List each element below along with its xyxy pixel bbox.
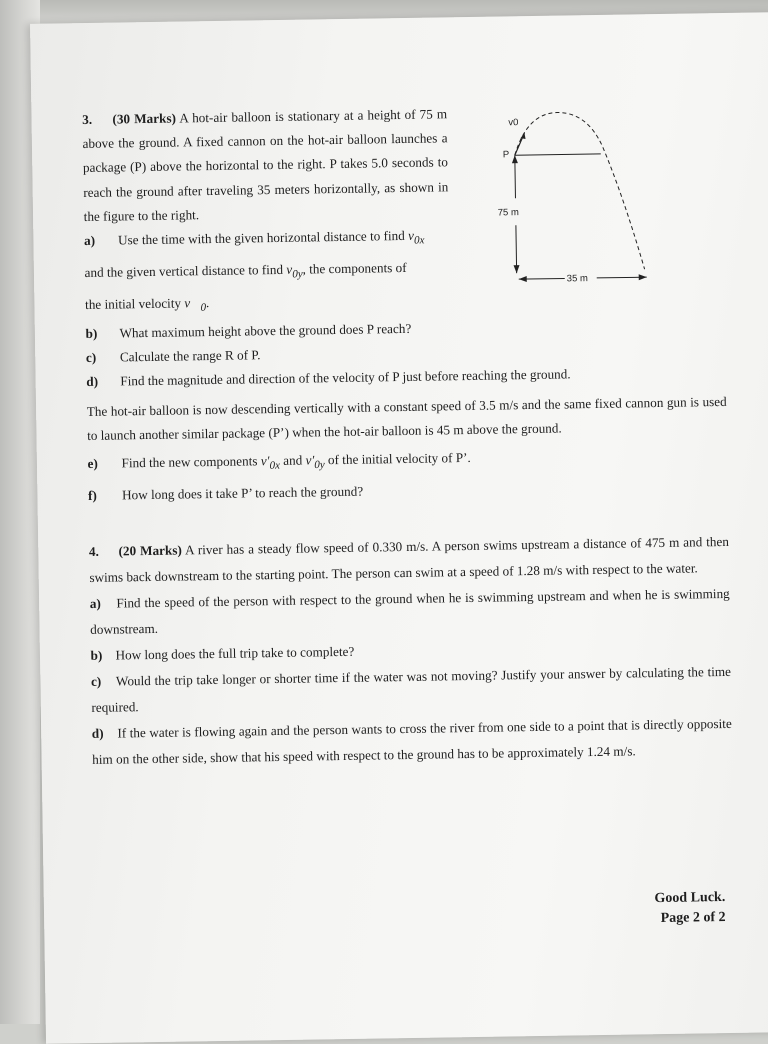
- distance-arrowhead-right: [639, 274, 647, 280]
- q4-intro-text: A river has a steady flow speed of 0.330 m/s. A person swims upstream a distance of 475 m and then swims back downstream to the starting point. The person can swim at a speed of 1.28 m/s with respect to the water.: [89, 533, 729, 585]
- q4-number: 4.: [88, 543, 99, 559]
- height-arrowhead-bottom: [514, 265, 520, 273]
- q3-a-sub-1: 0x: [413, 234, 425, 247]
- q3-e-sub-2: 0y: [314, 458, 325, 471]
- q3-a-line1: [118, 224, 425, 258]
- q3-d-text: Find the magnitude and direction of the velocity of P just before reaching the ground.: [120, 366, 571, 389]
- p-label: P: [502, 149, 510, 161]
- distance-label: 35 m: [566, 273, 588, 285]
- q3-a-continuation: [84, 255, 454, 290]
- q3-a-sub-3: 0: [200, 301, 207, 314]
- q3-intro: [82, 102, 449, 229]
- q3-marks: (30 Marks): [112, 110, 177, 127]
- projectile-figure: [497, 101, 665, 293]
- launch-horizontal-line: [515, 154, 601, 155]
- trajectory-path: [514, 111, 644, 271]
- q3-a-text-4: the initial velocity: [84, 295, 185, 312]
- q3-a-text-3: , the components of: [302, 259, 407, 277]
- q3-para2: The hot-air balloon is now descending vertically with a constant speed of 3.5 m/s and the same fixed cannon gun is used to launch another similar package (P’) when the hot-air balloon is 45 m above the ground.: [86, 394, 727, 444]
- exam-page: [82, 98, 732, 927]
- q4-a-label: a): [89, 595, 101, 611]
- q3-a-sym-3: v⃗: [184, 294, 201, 311]
- q3-f-text: How long does it take P’ to reach the ground?: [121, 484, 364, 503]
- q3-c-text: Calculate the range R of P.: [119, 346, 261, 365]
- page-number: Page 2 of 2: [660, 909, 726, 927]
- height-arrowhead-top: [512, 155, 518, 163]
- q4-d-label: d): [91, 725, 104, 741]
- q4-c-label: c): [90, 673, 102, 689]
- v0-arrowhead: [520, 133, 525, 139]
- q3-a-sub-2: 0y: [292, 268, 303, 281]
- q3-number: 3.: [82, 111, 93, 127]
- q3-c-label: c): [85, 349, 97, 365]
- v0-label: v0: [508, 117, 519, 129]
- q3-a-text-2: and the given vertical distance to find: [84, 261, 287, 280]
- q4-part-d: [92, 710, 733, 772]
- q3-e-label: e): [87, 455, 98, 471]
- q3-b-text: What maximum height above the ground does P reach?: [119, 320, 412, 340]
- q3-e-sym-1: v′: [260, 452, 270, 468]
- height-label: 75 m: [497, 207, 519, 219]
- q4-b-text: How long does the full trip take to complete?: [115, 643, 355, 663]
- q3-b-label: b): [85, 325, 98, 341]
- q3-e-line: [121, 446, 471, 480]
- q4-d-text: If the water is flowing again and the person wants to cross the river from one side to a point that is directly opposite him on the other side, show that his speed with respect to the ground has to be approximately 1.24 m/s.: [92, 715, 732, 767]
- q3-a-label: a): [83, 232, 96, 248]
- q3-e-sub-1: 0x: [269, 459, 281, 472]
- q3-a-sym-2: v: [286, 261, 293, 277]
- good-luck-text: Good Luck.: [654, 889, 726, 907]
- q3-e-sym-2: v′: [305, 451, 315, 468]
- q3-a-text-1: Use the time with the given horizontal distance to find: [117, 227, 409, 248]
- q3-intro-text: A hot-air balloon is stationary at a height of 75 m above the ground. A fixed cannon on the hot-air balloon launches a package (P) above the horizontal to the right. P takes 5.0 seconds to reach the ground after traveling 35 meters horizontally, as shown in the figure to the right.: [82, 106, 449, 224]
- distance-arrowhead-left: [519, 276, 527, 282]
- projectile-diagram: [497, 101, 665, 293]
- q3-a-text-5: .: [205, 294, 210, 310]
- q3-e-text-1: Find the new components: [121, 452, 261, 470]
- q3-e-text-2: and: [279, 452, 306, 468]
- q3-e-text-3: of the initial velocity of P’.: [327, 449, 471, 467]
- q4-a-text: Find the speed of the person with respect to the ground when he is swimming upstream and when he is swimming downstream.: [90, 585, 730, 637]
- q3-a-sym-1: v: [407, 227, 415, 243]
- q4-b-label: b): [90, 647, 103, 663]
- q3-part-a: [84, 223, 454, 258]
- footer: [654, 888, 725, 929]
- q3-f-label: f): [87, 488, 98, 504]
- q4-marks: (20 Marks): [118, 542, 182, 559]
- q4-c-text: Would the trip take longer or shorter time if the water was not moving? Justify your answer by calculating the time required.: [91, 663, 732, 715]
- q4-intro: [89, 529, 730, 591]
- q3-part-e: [87, 441, 727, 480]
- q3-d-label: d): [86, 373, 99, 389]
